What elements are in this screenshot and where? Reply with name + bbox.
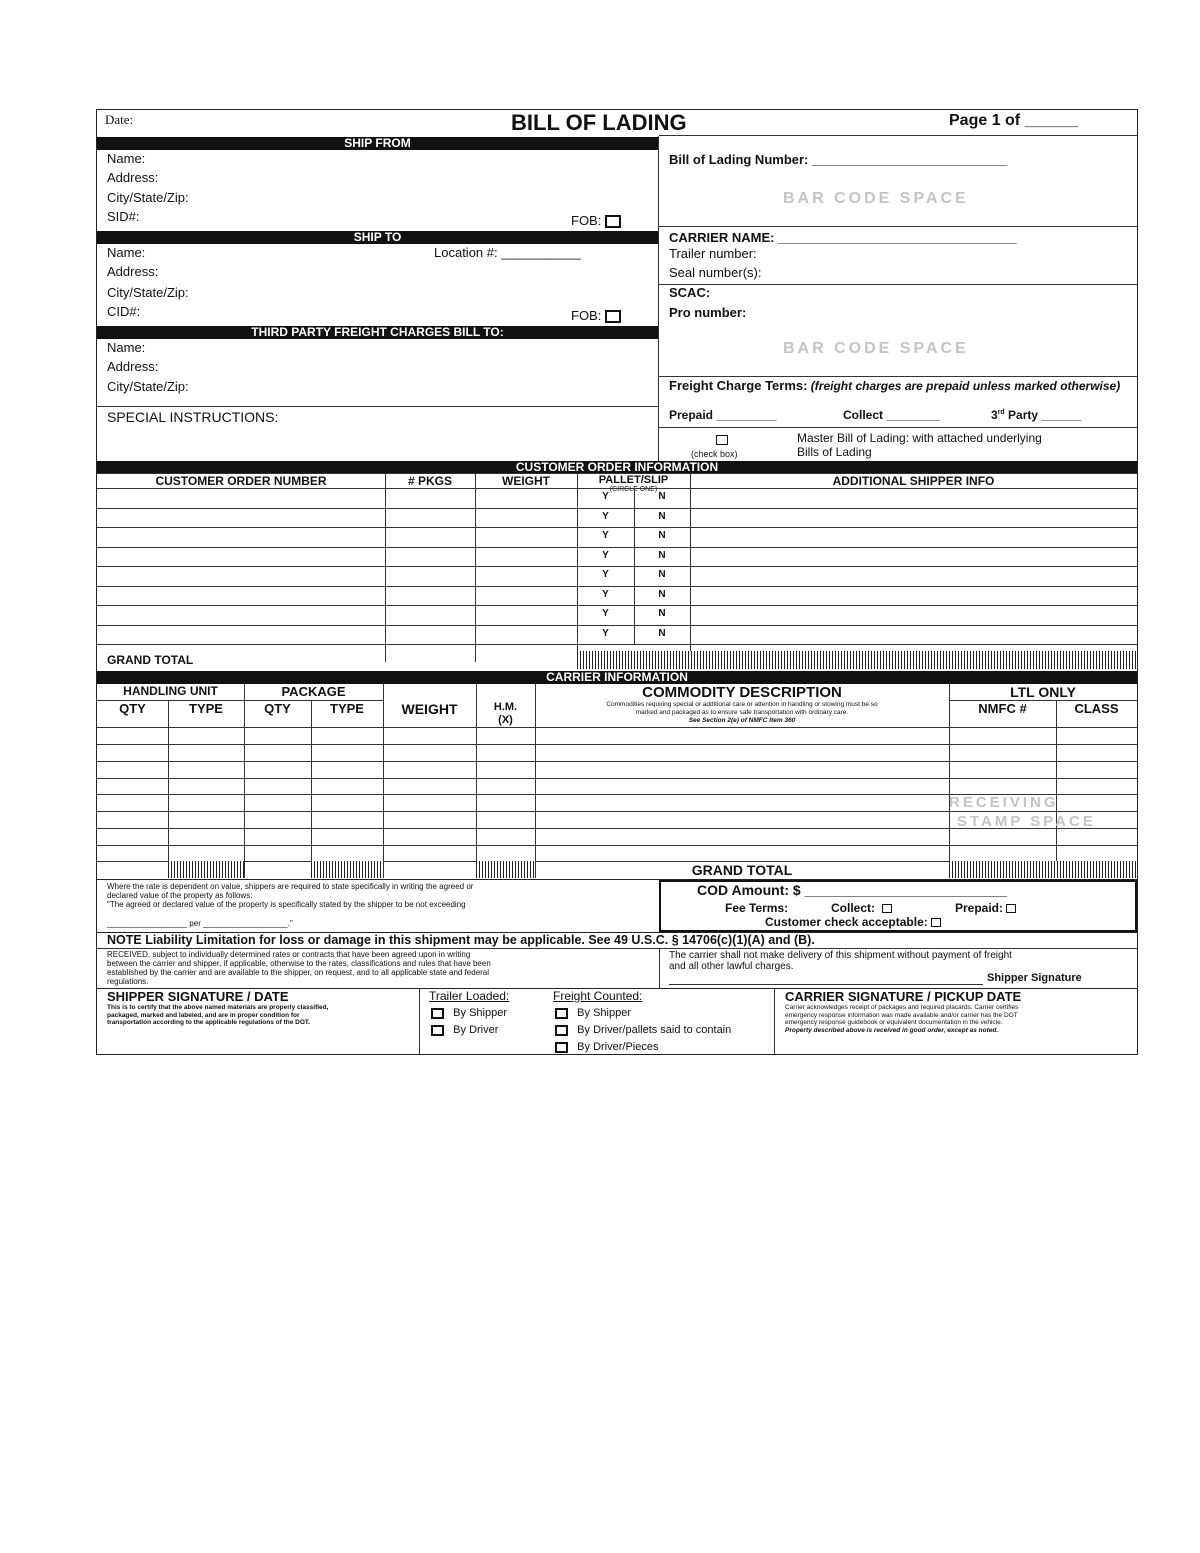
circle-one-note: (CIRCLE ONE) xyxy=(609,486,658,493)
hatched-area xyxy=(476,861,535,878)
col-pkgs: # PKGS xyxy=(407,474,452,488)
hu-qty-label: QTY xyxy=(119,701,146,716)
fob-label: FOB: xyxy=(571,213,602,228)
value-note-line: declared value of the property as follows: xyxy=(107,891,253,900)
checkbox[interactable] xyxy=(555,1042,568,1053)
divider xyxy=(419,988,420,1054)
freight-terms-note: (freight charges are prepaid unless marked otherwise) xyxy=(810,379,1121,393)
master-bol-checkbox[interactable] xyxy=(716,435,728,445)
freight-counted-pallets[interactable] xyxy=(555,1024,731,1036)
pallet-no-option[interactable]: N xyxy=(658,549,666,561)
pallet-yes-option[interactable]: Y xyxy=(602,510,609,522)
signature-line xyxy=(669,984,983,985)
divider xyxy=(659,226,1137,227)
cod-prepaid-label: Prepaid: xyxy=(955,901,1004,915)
carrier-signature-heading[interactable]: CARRIER SIGNATURE / PICKUP DATE xyxy=(785,989,1022,1004)
ship-from-sid-field[interactable]: SID#: xyxy=(107,209,140,224)
carrier-delivery-line: and all other lawful charges. xyxy=(669,961,794,972)
shipper-cert xyxy=(107,1004,328,1027)
value-note xyxy=(107,882,473,928)
checkbox[interactable] xyxy=(555,1008,568,1019)
received-line: regulations. xyxy=(107,977,149,986)
trailer-loaded-driver[interactable] xyxy=(431,1024,498,1036)
pallet-no-option[interactable]: N xyxy=(658,627,666,639)
ci-grand-total: GRAND TOTAL xyxy=(691,862,793,878)
customer-check-option[interactable] xyxy=(765,915,941,929)
class-label: CLASS xyxy=(1074,701,1119,716)
divider xyxy=(658,136,659,474)
table-column-line xyxy=(690,473,691,662)
carrier-cert xyxy=(785,1004,1018,1034)
liability-note: NOTE Liability Limitation for loss or damage in this shipment may be applicable. See 49 U.S.C. § 14706(c)(1)(A) and (B). xyxy=(107,933,815,947)
shipper-cert-line: packaged, marked and labeled, and are in proper condition for xyxy=(107,1011,300,1019)
table-line xyxy=(97,473,1137,474)
table-column-line xyxy=(476,684,477,878)
pallet-no-option[interactable]: N xyxy=(658,510,666,522)
hatched-area xyxy=(311,861,383,878)
carrier-cert-line: emergency response information was made available and/or carrier has the DOT xyxy=(785,1011,1018,1019)
prepaid-checkbox[interactable] xyxy=(1006,904,1016,913)
table-row xyxy=(97,845,1137,846)
option-label: By Driver/Pieces xyxy=(577,1041,659,1053)
pallet-no-option[interactable]: N xyxy=(658,608,666,619)
trailer-number-field[interactable]: Trailer number: xyxy=(669,246,757,261)
freight-counted-shipper[interactable] xyxy=(555,1007,631,1019)
ship-to-city-field[interactable]: City/State/Zip: xyxy=(107,285,189,300)
hm-label: H.M. xyxy=(493,701,518,713)
table-column-line xyxy=(168,700,169,878)
carrier-info-heading: CARRIER INFORMATION xyxy=(97,671,1137,684)
receiving-stamp: STAMP SPACE xyxy=(957,813,1096,830)
table-row xyxy=(97,744,1137,745)
checkbox[interactable] xyxy=(431,1025,444,1036)
ship-to-fob-label xyxy=(571,308,621,323)
third-party-heading: THIRD PARTY FREIGHT CHARGES BILL TO: xyxy=(97,326,658,339)
option-label: By Driver/pallets said to contain xyxy=(577,1024,732,1036)
trailer-loaded-heading: Trailer Loaded: xyxy=(429,989,510,1003)
checkbox[interactable] xyxy=(431,1008,444,1019)
carrier-delivery-text xyxy=(669,950,1012,972)
fob-label: FOB: xyxy=(571,308,602,323)
pallet-yes-option[interactable]: Y xyxy=(602,530,609,541)
handling-unit-label: HANDLING UNIT xyxy=(123,684,218,698)
divider xyxy=(659,948,660,988)
commodity-label: COMMODITY DESCRIPTION xyxy=(642,684,842,701)
checkbox[interactable] xyxy=(555,1025,568,1036)
form-title: BILL OF LADING xyxy=(511,110,687,135)
shipper-signature-label[interactable]: Shipper Signature xyxy=(987,972,1082,984)
fob-checkbox[interactable] xyxy=(605,215,621,228)
check-box-label: (check box) xyxy=(691,449,738,459)
third-party-city-field[interactable]: City/State/Zip: xyxy=(107,379,189,394)
pkg-type-label: TYPE xyxy=(330,701,364,716)
table-row xyxy=(97,625,1137,626)
hatched-area xyxy=(168,861,244,878)
pallet-yes-option[interactable]: Y xyxy=(602,608,609,619)
collect-option[interactable]: Collect ________ xyxy=(843,408,940,422)
table-row xyxy=(97,508,1137,509)
prepaid-option[interactable]: Prepaid _________ xyxy=(669,408,777,422)
hatched-area xyxy=(577,651,1137,669)
pallet-yes-option[interactable]: Y xyxy=(602,549,609,561)
pro-number-field[interactable]: Pro number: xyxy=(669,305,747,320)
cod-prepaid-option[interactable] xyxy=(955,901,1016,915)
cod-amount-field[interactable]: COD Amount: $ __________________________ xyxy=(697,882,1008,898)
package-label: PACKAGE xyxy=(281,684,346,699)
table-line xyxy=(97,488,1137,489)
ltl-only-label: LTL ONLY xyxy=(1010,684,1076,700)
ship-from-city-field[interactable]: City/State/Zip: xyxy=(107,190,189,205)
divider xyxy=(659,284,1137,285)
table-row xyxy=(97,727,1137,728)
customer-check-checkbox[interactable] xyxy=(931,918,941,927)
value-note-line: Where the rate is dependent on value, shippers are required to state specifically in writing the agreed or xyxy=(107,882,474,891)
table-column-line xyxy=(535,684,536,878)
date-label: Date: xyxy=(105,112,134,127)
ship-from-heading: SHIP FROM xyxy=(97,137,658,150)
pkg-qty-label: QTY xyxy=(264,701,291,716)
pallet-no-option[interactable]: N xyxy=(658,491,666,502)
third-party-option-sup: rd xyxy=(997,409,1005,416)
option-label: By Shipper xyxy=(453,1007,507,1019)
table-column-line xyxy=(385,473,386,662)
table-row xyxy=(97,605,1137,606)
table-row xyxy=(97,527,1137,528)
co-grand-total: GRAND TOTAL xyxy=(107,653,194,667)
pallet-yes-option[interactable]: Y xyxy=(602,588,609,600)
divider xyxy=(659,427,1137,428)
third-party-name-field[interactable]: Name: xyxy=(107,340,146,355)
divider xyxy=(97,948,1137,949)
divider xyxy=(659,135,1137,136)
divider xyxy=(97,406,658,407)
divider xyxy=(774,988,775,1054)
table-column-line xyxy=(1056,700,1057,878)
third-party-address-field[interactable]: Address: xyxy=(107,359,159,374)
option-label: By Driver xyxy=(453,1024,499,1036)
col-weight: WEIGHT xyxy=(502,474,550,488)
fob-checkbox[interactable] xyxy=(605,310,621,323)
master-bol-label: Master Bill of Lading: with attached underlying xyxy=(797,431,1042,445)
trailer-loaded-shipper[interactable] xyxy=(431,1007,507,1019)
table-column-line xyxy=(634,488,635,644)
col-customer-order-number: CUSTOMER ORDER NUMBER xyxy=(155,474,327,488)
ship-from-fob-label xyxy=(571,213,621,228)
customer-check-label: Customer check acceptable: xyxy=(765,915,928,929)
ci-weight-label: WEIGHT xyxy=(401,701,458,717)
cod-collect-option[interactable] xyxy=(831,901,892,915)
commodity-note: Commodities requiring special or additional care or attention in handling or stowing must be so xyxy=(606,701,878,708)
table-column-line xyxy=(244,684,245,878)
received-line: RECEIVED, subject to individually determined rates or contracts that have been agreed upon in writing xyxy=(107,950,471,959)
hu-type-label: TYPE xyxy=(189,701,223,716)
received-line: between the carrier and shipper, if applicable, otherwise to the rates, classifications and rules that have been xyxy=(107,959,491,968)
pallet-yes-option[interactable]: Y xyxy=(602,491,609,502)
table-column-line xyxy=(949,684,950,878)
freight-counted-pieces[interactable] xyxy=(555,1041,658,1053)
page-count[interactable]: Page 1 of ______ xyxy=(949,112,1078,129)
ship-to-name-field[interactable]: Name: xyxy=(107,245,146,260)
table-column-line xyxy=(383,684,384,878)
pallet-no-option[interactable]: N xyxy=(658,569,666,580)
shipper-cert-line: This is to certify that the above named materials are properly classified, xyxy=(107,1004,329,1011)
master-bol-label: Bills of Lading xyxy=(797,445,872,459)
fee-terms-label: Fee Terms: xyxy=(725,901,789,915)
commodity-note: marked and packaged as to ensure safe transportation with ordinary care. xyxy=(635,709,849,716)
table-column-line xyxy=(577,473,578,662)
table-row xyxy=(97,811,1137,812)
barcode-space: BAR CODE SPACE xyxy=(783,190,969,207)
pallet-no-option[interactable]: N xyxy=(658,530,666,541)
scac-field[interactable]: SCAC: xyxy=(669,285,711,300)
col-pallet-slip: PALLET/SLIP xyxy=(598,474,669,486)
carrier-cert-line: emergency response guidebook or equivalent documentation in the vehicle. xyxy=(785,1019,1003,1026)
carrier-cert-line: Property described above is received in good order, except as noted. xyxy=(785,1026,999,1034)
pallet-yes-option[interactable]: Y xyxy=(602,569,609,580)
carrier-delivery-line: The carrier shall not make delivery of this shipment without payment of freight xyxy=(669,950,1012,961)
nmfc-label: NMFC # xyxy=(978,701,1027,716)
table-line xyxy=(949,700,1137,701)
bill-of-lading-form xyxy=(96,109,1138,1055)
pallet-no-option[interactable]: N xyxy=(658,588,666,600)
divider xyxy=(659,376,1137,377)
collect-checkbox[interactable] xyxy=(882,904,892,913)
hm-label: (X) xyxy=(498,714,513,726)
ship-to-address-field[interactable]: Address: xyxy=(107,264,159,279)
table-row xyxy=(97,644,1137,645)
table-line xyxy=(97,700,383,701)
table-row xyxy=(97,566,1137,567)
table-column-line xyxy=(475,473,476,662)
freight-terms xyxy=(669,379,1129,393)
col-additional-info: ADDITIONAL SHIPPER INFO xyxy=(832,474,995,488)
table-row xyxy=(97,547,1137,548)
freight-terms-label: Freight Charge Terms: xyxy=(669,378,808,393)
special-instructions-field[interactable]: SPECIAL INSTRUCTIONS: xyxy=(107,409,279,425)
shipper-cert-line: transportation according to the applicable regulations of the DOT. xyxy=(107,1019,310,1026)
hatched-area xyxy=(949,861,1137,878)
value-note-line[interactable]: __________________ per ___________________." xyxy=(107,919,293,928)
received-line: established by the carrier and are available to the shipper, on request, and to all applicable state and federal xyxy=(107,968,490,977)
table-row xyxy=(97,761,1137,762)
ship-to-cid-field[interactable]: CID#: xyxy=(107,304,141,319)
third-party-option-text: 3 xyxy=(991,408,998,422)
received-text xyxy=(107,950,491,986)
customer-order-heading: CUSTOMER ORDER INFORMATION xyxy=(97,461,1137,474)
shipper-signature-heading[interactable]: SHIPPER SIGNATURE / DATE xyxy=(107,989,289,1004)
pallet-yes-option[interactable]: Y xyxy=(602,627,609,639)
seal-numbers-field[interactable]: Seal number(s): xyxy=(669,265,762,280)
ship-to-location-field[interactable]: Location #: ___________ xyxy=(434,245,581,260)
ship-from-address-field[interactable]: Address: xyxy=(107,170,159,185)
table-column-line xyxy=(311,700,312,878)
ship-to-heading: SHIP TO xyxy=(97,231,658,244)
receiving-stamp: RECEIVING xyxy=(949,794,1059,811)
carrier-name-field[interactable]: CARRIER NAME: _________________________________ xyxy=(669,230,1017,245)
table-row xyxy=(97,778,1137,779)
cod-collect-label: Collect: xyxy=(831,901,876,915)
ship-from-name-field[interactable]: Name: xyxy=(107,151,146,166)
third-party-option-text: Party ______ xyxy=(1004,408,1082,422)
option-label: By Shipper xyxy=(577,1007,631,1019)
barcode-space: BAR CODE SPACE xyxy=(783,340,969,357)
value-note-line: "The agreed or declared value of the property is specifically stated by the shipper to be not exceeding xyxy=(107,900,466,909)
bol-number-field[interactable]: Bill of Lading Number: ___________________________ xyxy=(669,152,1008,167)
carrier-cert-line: Carrier acknowledges receipt of packages and required placards. Carrier certifies xyxy=(785,1004,1019,1011)
freight-counted-heading: Freight Counted: xyxy=(553,989,643,1003)
third-party-option[interactable] xyxy=(991,408,1081,422)
table-row xyxy=(97,586,1137,587)
commodity-note: See Section 2(e) of NMFC Item 360 xyxy=(688,717,796,724)
